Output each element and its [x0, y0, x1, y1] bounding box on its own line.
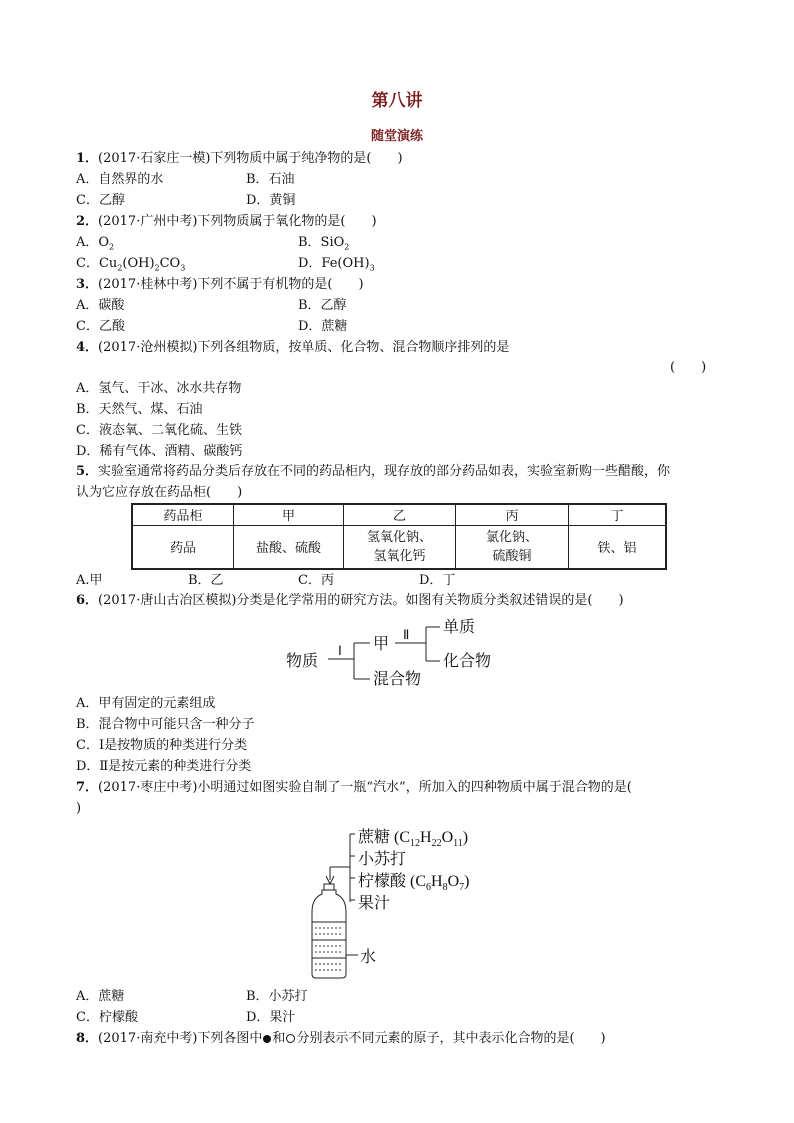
table-cell: 氢氧化钠、 氢氧化钙	[344, 525, 456, 569]
question-text-start: (2017·南充中考)下列各图中	[98, 1031, 263, 1046]
option-b: B．石油	[246, 172, 295, 187]
table-row-label: 药品	[132, 525, 234, 569]
option-a: A．蔗糖	[76, 989, 125, 1004]
option-a: A．碳酸	[76, 298, 125, 313]
question-7-options-row-2	[76, 1009, 296, 1027]
question-number: 2．	[76, 214, 99, 229]
diagram-roman-two: Ⅱ	[403, 627, 410, 642]
diagram-element-label: 单质	[443, 619, 476, 636]
question-number: 3．	[76, 277, 99, 292]
classification-diagram	[280, 612, 520, 692]
option-d: D．稀有气体、酒精、碳酸钙	[76, 444, 243, 459]
filled-atom-icon	[263, 1035, 271, 1043]
question-2-options-row-2	[76, 255, 375, 278]
option-d: D．丁	[419, 573, 456, 588]
option-b: B．天然气、煤、石油	[76, 402, 203, 417]
option-a: A.甲	[76, 573, 103, 588]
question-5-stem-continued: 认为它应存放在药品柜( )	[76, 485, 243, 500]
diagram-root-label: 物质	[286, 653, 319, 670]
table-header-cell: 丙	[456, 504, 569, 525]
question-3-options-row-2	[76, 318, 348, 336]
option-d: D．黄铜	[246, 193, 296, 208]
option-c: C．$Cu_2(OH)_2CO_3$	[76, 256, 186, 273]
option-a: A．$O_2$	[76, 235, 115, 252]
diagram-mixture-label: 混合物	[373, 671, 422, 688]
question-number: 7．	[76, 780, 99, 795]
option-d: D．蔗糖	[298, 319, 348, 334]
question-number: 8．	[76, 1031, 99, 1046]
ingredient-citric-acid: 柠檬酸 $(C_6H_8O_7)$	[358, 873, 470, 893]
option-b: B．小苏打	[246, 989, 308, 1004]
question-text-end: 分别表示不同元素的原子，其中表示化合物的是( )	[296, 1031, 606, 1046]
question-1-options-row-2	[76, 192, 296, 210]
diagram-roman-one: Ⅰ	[338, 643, 342, 658]
table-cell: 氯化钠、 硫酸铜	[456, 525, 569, 569]
question-3-stem	[76, 276, 364, 294]
question-text: (2017·广州中考)下列物质属于氧化物的是( )	[98, 214, 377, 229]
ingredient-sucrose: 蔗糖 $(C_{12}H_{22}O_{11})$	[358, 829, 469, 849]
option-c: C．乙酸	[76, 319, 125, 334]
hollow-atom-icon	[286, 1034, 295, 1043]
table-header-cell: 甲	[234, 504, 344, 525]
question-2-stem	[76, 213, 377, 231]
question-7-options-row-1	[76, 988, 308, 1006]
question-text: (2017·唐山古冶区模拟)分类是化学常用的研究方法。如图有关物质分类叙述错误的是( )	[98, 593, 624, 608]
option-b: B．乙	[188, 573, 224, 588]
option-b: B．SiO$_2$	[298, 235, 350, 252]
question-text: 实验室通常将药品分类后存放在不同的药品柜内，现存放的部分药品如表，实验室新购一些醋酸，你	[98, 464, 671, 479]
question-1-options-row-1	[76, 171, 295, 189]
section-subtitle: 随堂演练	[370, 129, 423, 144]
question-5-options	[76, 572, 456, 590]
option-a: A．氢气、干冰、冰水共存物	[76, 381, 242, 396]
table-header-cell: 乙	[344, 504, 456, 525]
question-6-stem	[76, 592, 624, 610]
question-number: 1．	[76, 151, 99, 166]
diagram-jia-label: 甲	[373, 636, 390, 653]
table-header-row	[132, 504, 666, 525]
option-b: B．混合物中可能只含一种分子	[76, 717, 255, 732]
question-text: (2017·石家庄一模)下列物质中属于纯净物的是( )	[98, 151, 403, 166]
ingredient-juice: 果汁	[358, 895, 391, 912]
medicine-cabinet-table	[131, 503, 667, 570]
question-5-stem	[76, 463, 670, 481]
option-a: A．自然界的水	[76, 172, 164, 187]
question-text: (2017·桂林中考)下列不属于有机物的是( )	[98, 277, 364, 292]
table-row	[132, 525, 666, 569]
water-label: 水	[360, 949, 377, 966]
ingredient-baking-soda: 小苏打	[358, 851, 407, 868]
question-7-stem-continued: )	[76, 801, 82, 816]
option-c: C．柠檬酸	[76, 1010, 138, 1025]
option-d: D．Ⅱ是按元素的种类进行分类	[76, 759, 252, 774]
option-c: C．乙醇	[76, 193, 125, 208]
question-2-options-row-1	[76, 234, 350, 257]
question-number: 5．	[76, 464, 99, 479]
soda-bottle-diagram	[300, 822, 500, 982]
table-header-cell: 丁	[569, 504, 667, 525]
option-c: C．液态氧、二氧化硫、生铁	[76, 423, 242, 438]
question-1-stem	[76, 150, 403, 168]
lesson-title: 第八讲	[371, 91, 423, 111]
option-d: D．$Fe(OH)_3$	[298, 256, 375, 273]
option-a: A．甲有固定的元素组成	[76, 696, 216, 711]
question-8-stem	[76, 1030, 606, 1048]
question-3-options-row-1	[76, 297, 347, 315]
answer-bracket: ( )	[670, 360, 707, 375]
question-text-mid: 和	[272, 1031, 286, 1046]
option-d: D．果汁	[246, 1010, 296, 1025]
question-text: (2017·沧州模拟)下列各组物质，按单质、化合物、混合物顺序排列的是	[98, 340, 510, 355]
table-header-cell: 药品柜	[132, 504, 234, 525]
option-c: C．Ⅰ是按物质的种类进行分类	[76, 738, 248, 753]
diagram-compound-label: 化合物	[443, 653, 492, 670]
table-cell: 盐酸、硫酸	[234, 525, 344, 569]
option-b: B．乙醇	[298, 298, 347, 313]
liquid-pattern	[315, 928, 343, 970]
question-7-stem	[76, 779, 632, 797]
question-text: (2017·枣庄中考)小明通过如图实验自制了一瓶“汽水”，所加入的四种物质中属于混合物的是(	[98, 780, 632, 795]
table-cell: 铁、铝	[569, 525, 667, 569]
option-c: C．丙	[298, 573, 334, 588]
question-4-stem	[76, 339, 509, 357]
question-number: 6．	[76, 593, 99, 608]
question-number: 4．	[76, 340, 99, 355]
